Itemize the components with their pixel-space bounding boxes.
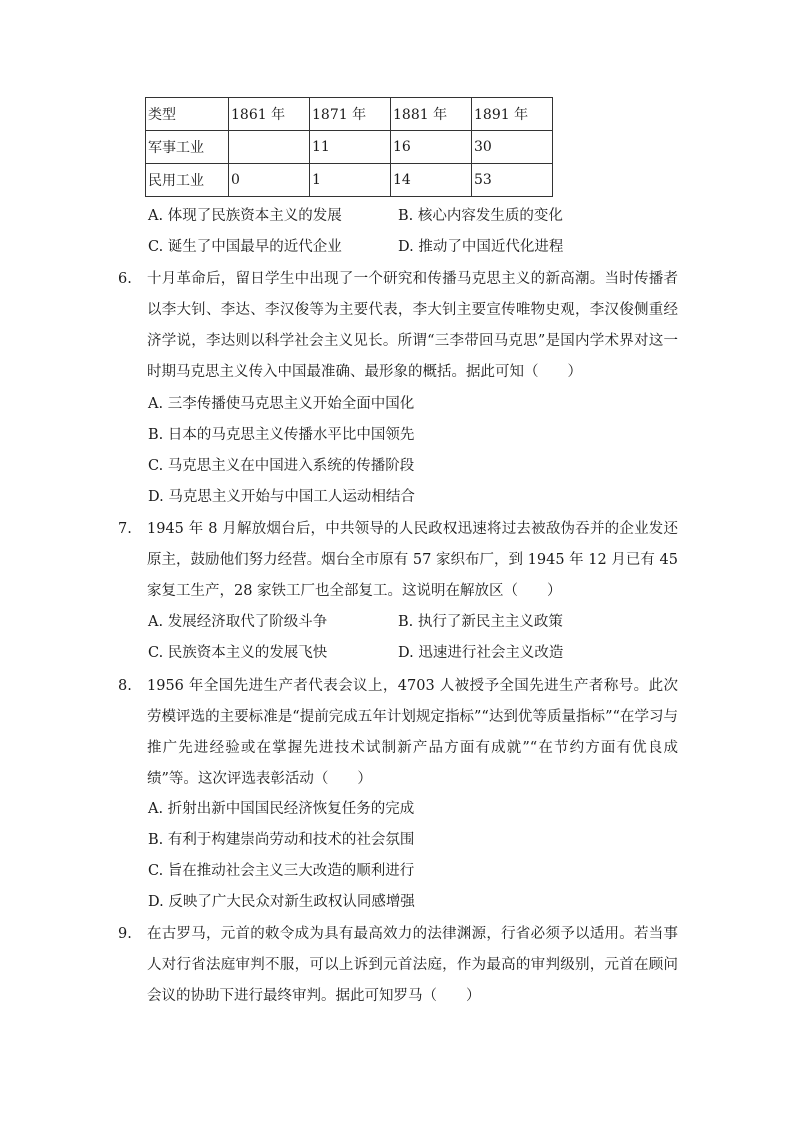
q5-option-b[interactable]: B. 核心内容发生质的变化 (398, 208, 563, 224)
q6-option-b[interactable]: B. 日本的马克思主义传播水平比中国领先 (148, 427, 415, 443)
q7-option-c[interactable]: C. 民族资本主义的发展飞快 (148, 645, 328, 661)
question-number: 6. (118, 271, 132, 287)
table-cell: 0 (229, 164, 310, 197)
table-cell: 11 (310, 131, 391, 164)
question-6 (118, 264, 678, 388)
table-cell: 1881 年 (391, 98, 472, 131)
table-cell: 1891 年 (472, 98, 553, 131)
table-cell: 30 (472, 131, 553, 164)
table-cell: 1861 年 (229, 98, 310, 131)
question-stem: 十月革命后，留日学生中出现了一个研究和传播马克思主义的新高潮。当时传播者以李大钊、李达、李汉俊等为主要代表，李大钊主要宣传唯物史观，李汉俊侧重经济学说，李达则以科学社会主义见长。所谓“三李带回马克思”是国内学术界对这一时期马克思主义传入中国最准确、最形象的概括。据此可知（ ） (147, 271, 678, 380)
q8-option-a[interactable]: A. 折射出新中国国民经济恢复任务的完成 (148, 801, 415, 817)
table-row (146, 131, 553, 164)
question-number: 9. (118, 926, 132, 942)
question-8 (118, 671, 678, 795)
table-cell (229, 131, 310, 164)
table-row (146, 164, 553, 197)
question-7 (118, 514, 678, 607)
q8-option-b[interactable]: B. 有利于构建崇尚劳动和技术的社会氛围 (148, 832, 415, 848)
table-cell: 1 (310, 164, 391, 197)
table-cell: 民用工业 (146, 164, 229, 197)
question-stem: 1956 年全国先进生产者代表会议上，4703 人被授予全国先进生产者称号。此次劳模评选的主要标准是“提前完成五年计划规定指标”“达到优等质量指标”“在学习与推广先进经验或在掌握先进技术试制新产品方面有成就”“在节约方面有优良成绩”等。这次评选表彰活动（ ） (147, 678, 678, 787)
q6-option-d[interactable]: D. 马克思主义开始与中国工人运动相结合 (148, 489, 415, 505)
q6-option-c[interactable]: C. 马克思主义在中国进入系统的传播阶段 (148, 458, 415, 474)
question-number: 7. (118, 521, 132, 537)
q7-option-b[interactable]: B. 执行了新民主主义政策 (398, 614, 563, 630)
table-cell: 16 (391, 131, 472, 164)
table-cell: 军事工业 (146, 131, 229, 164)
q5-option-a[interactable]: A. 体现了民族资本主义的发展 (148, 208, 342, 224)
table-cell: 14 (391, 164, 472, 197)
table-cell: 1871 年 (310, 98, 391, 131)
table-cell: 53 (472, 164, 553, 197)
question-9 (118, 919, 678, 1012)
q8-option-c[interactable]: C. 旨在推动社会主义三大改造的顺利进行 (148, 863, 415, 879)
question-stem: 1945 年 8 月解放烟台后，中共领导的人民政权迅速将过去被敌伪吞并的企业发还原主，鼓励他们努力经营。烟台全市原有 57 家织布厂，到 1945 年 12 月已有 45 家复工生产，28 家铁工厂也全部复工。这说明在解放区（ ） (147, 521, 678, 599)
table-header-row (146, 98, 553, 131)
q5-option-d[interactable]: D. 推动了中国近代化进程 (398, 239, 564, 255)
q7-option-a[interactable]: A. 发展经济取代了阶级斗争 (148, 614, 328, 630)
q8-option-d[interactable]: D. 反映了广大民众对新生政权认同感增强 (148, 894, 415, 910)
q6-option-a[interactable]: A. 三李传播使马克思主义开始全面中国化 (148, 396, 415, 412)
industry-table (145, 97, 553, 197)
q7-option-d[interactable]: D. 迅速进行社会主义改造 (398, 645, 564, 661)
table-cell: 类型 (146, 98, 229, 131)
question-number: 8. (118, 678, 132, 694)
question-stem: 在古罗马，元首的敕令成为具有最高效力的法律渊源，行省必须予以适用。若当事人对行省法庭审判不服，可以上诉到元首法庭，作为最高的审判级别，元首在顾问会议的协助下进行最终审判。据此可知罗马（ ） (147, 926, 678, 1004)
q5-option-c[interactable]: C. 诞生了中国最早的近代企业 (148, 239, 342, 255)
